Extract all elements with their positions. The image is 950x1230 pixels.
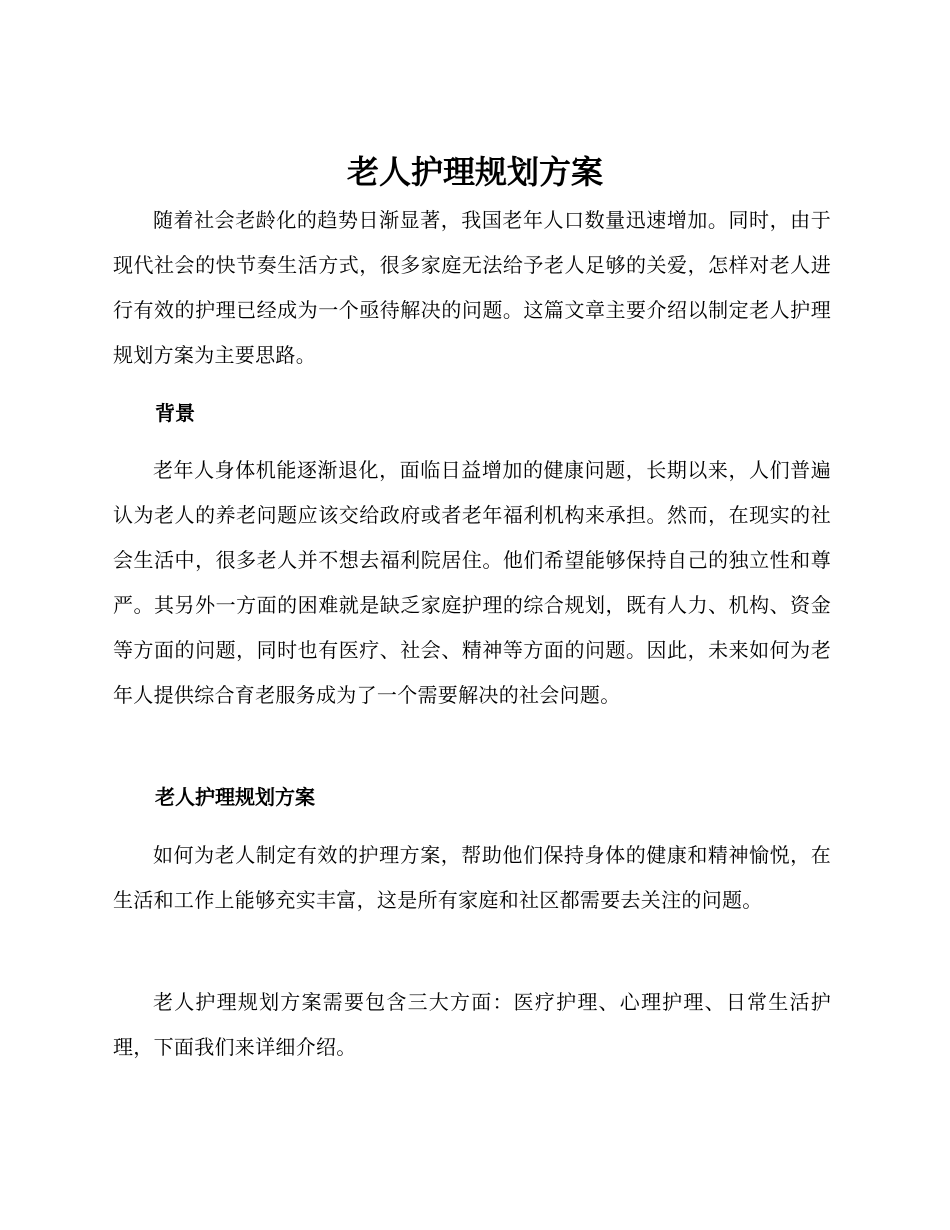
care-plan-paragraph-1: 如何为老人制定有效的护理方案，帮助他们保持身体的健康和精神愉悦，在生活和工作上能够充实丰富，这是所有家庭和社区都需要去关注的问题。 <box>113 843 831 912</box>
care-plan-paragraph-2: 老人护理规划方案需要包含三大方面：医疗护理、心理护理、日常生活护理，下面我们来详细介绍。 <box>113 990 831 1059</box>
section-heading-background: 背景 <box>155 401 195 425</box>
background-paragraph: 老年人身体机能逐渐退化，面临日益增加的健康问题，长期以来，人们普遍认为老人的养老问题应该交给政府或者老年福利机构来承担。然而，在现实的社会生活中，很多老人并不想去福利院居住。他们希望能够保持自己的独立性和尊严。其另外一方面的困难就是缺乏家庭护理的综合规划，既有人力、机构、资金等方面的问题，同时也有医疗、社会、精神等方面的问题。因此，未来如何为老年人提供综合育老服务成为了一个需要解决的社会问题。 <box>113 458 831 707</box>
section-heading-care-plan: 老人护理规划方案 <box>155 785 315 809</box>
document-title: 老人护理规划方案 <box>346 153 603 191</box>
intro-paragraph: 随着社会老龄化的趋势日渐显著，我国老年人口数量迅速增加。同时，由于现代社会的快节奏生活方式，很多家庭无法给予老人足够的关爱，怎样对老人进行有效的护理已经成为一个亟待解决的问题。这篇文章主要介绍以制定老人护理规划方案为主要思路。 <box>113 208 831 367</box>
